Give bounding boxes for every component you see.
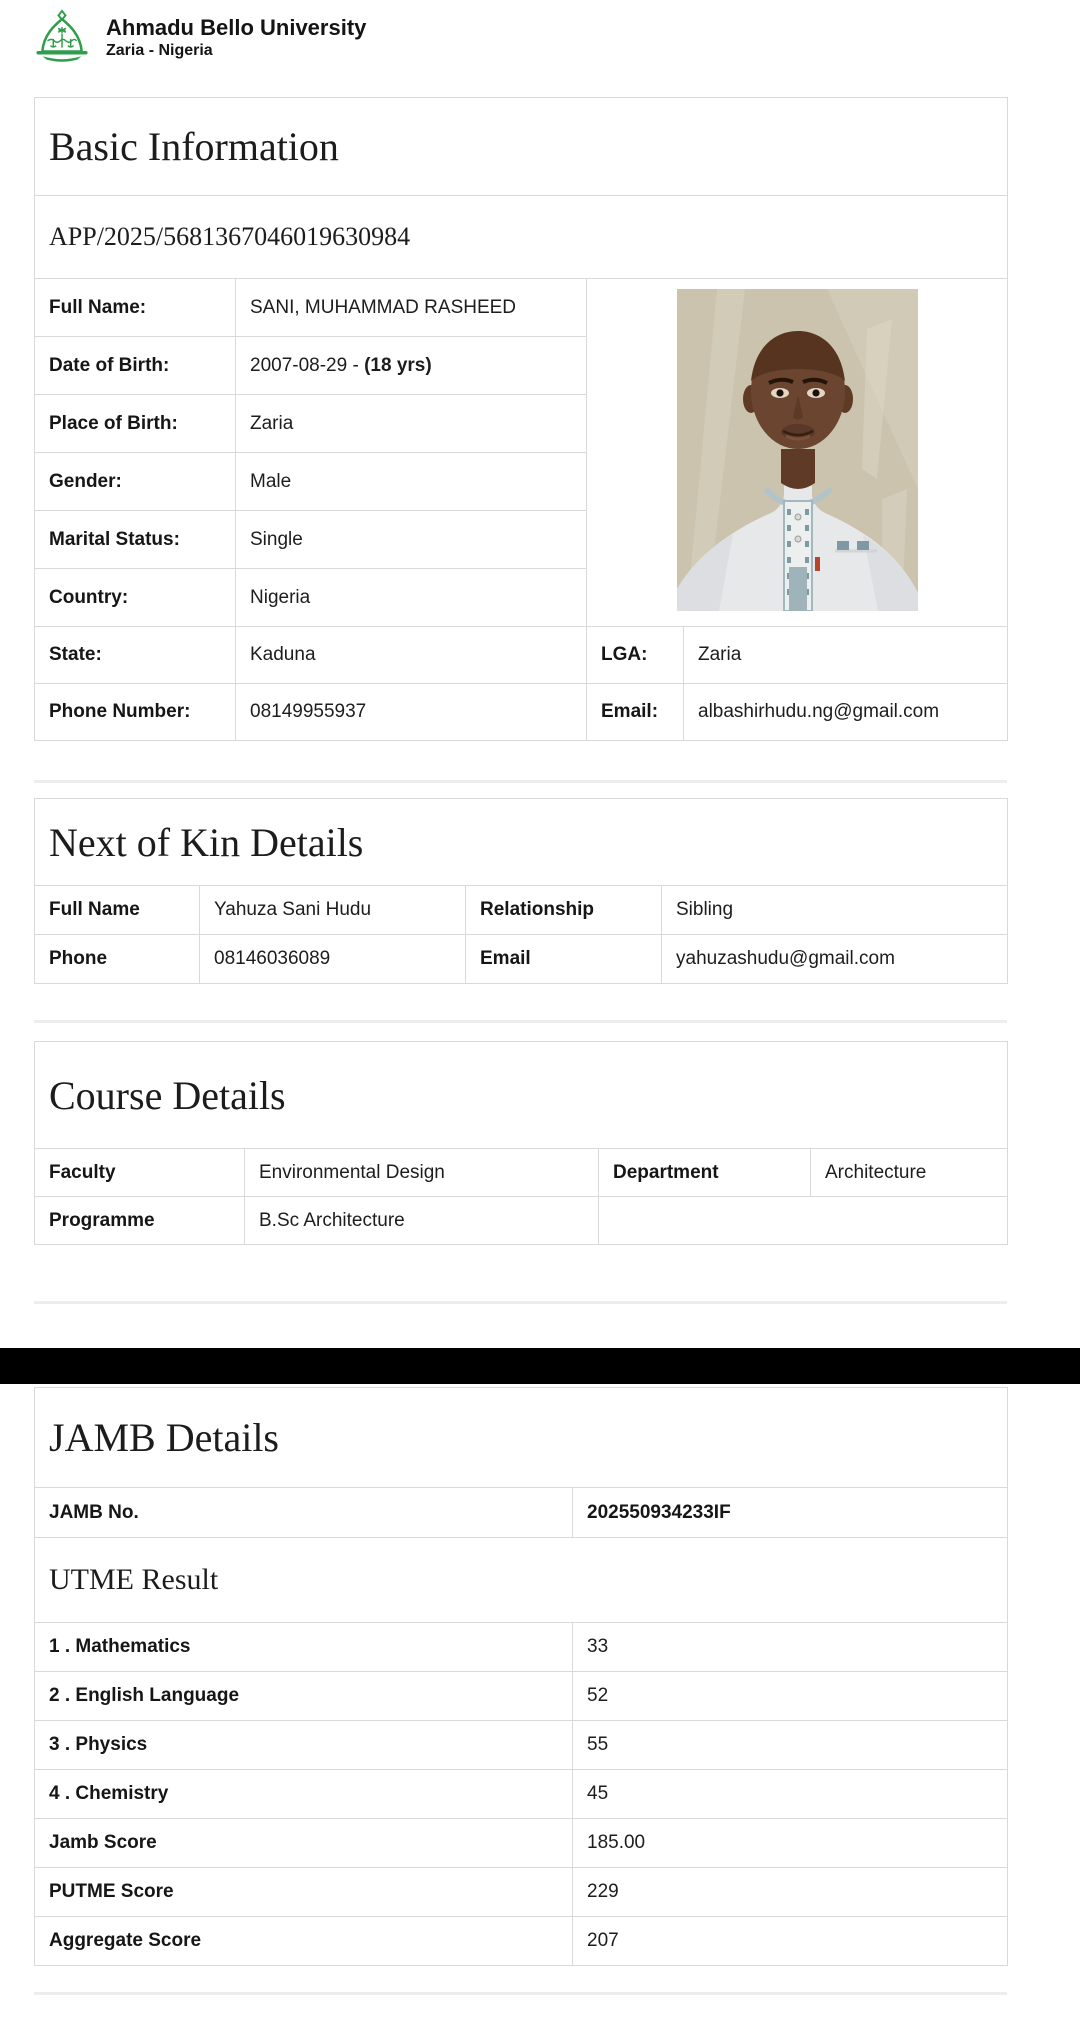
course-details-title: Course Details [35,1042,1008,1149]
programme-label: Programme [35,1197,245,1245]
subject-english-score: 52 [573,1672,1008,1721]
table-row [35,1197,1008,1245]
jamb-score-label: Jamb Score [35,1819,573,1868]
table-row [35,1623,1008,1672]
table-row [35,1488,1008,1538]
table-row [35,935,1008,984]
phone-number-label: Phone Number: [35,684,236,741]
gender-value: Male [236,453,587,511]
jamb-details-title: JAMB Details [35,1388,1008,1488]
table-row [35,279,1008,337]
jamb-details-table [34,1387,1008,1966]
programme-empty-cell [599,1197,1008,1245]
jamb-score-value: 185.00 [573,1819,1008,1868]
lga-value: Zaria [684,627,1008,684]
marital-status-label: Marital Status: [35,511,236,569]
table-row [35,1819,1008,1868]
next-of-kin-section [34,798,1007,984]
phone-number-value: 08149955937 [236,684,587,741]
page-header [0,0,1080,70]
subject-chemistry-label: 4 . Chemistry [35,1770,573,1819]
next-of-kin-title: Next of Kin Details [35,799,1008,886]
nok-full-name-value: Yahuza Sani Hudu [200,886,466,935]
table-row [35,684,1008,741]
faculty-label: Faculty [35,1149,245,1197]
page-break-bar [0,1348,1080,1384]
next-of-kin-table [34,798,1008,984]
gender-label: Gender: [35,453,236,511]
nok-email-label: Email [466,935,662,984]
dob-age: (18 yrs) [364,354,432,376]
section-divider [34,1301,1007,1304]
email-value: albashirhudu.ng@gmail.com [684,684,1008,741]
basic-information-table [34,97,1008,741]
abu-university-logo-icon [34,9,90,65]
nok-relationship-value: Sibling [662,886,1008,935]
subject-mathematics-label: 1 . Mathematics [35,1623,573,1672]
dob-date: 2007-08-29 - [250,354,365,376]
nok-full-name-label: Full Name [35,886,200,935]
table-row [35,627,1008,684]
jamb-details-section [34,1387,1007,1966]
programme-value: B.Sc Architecture [245,1197,599,1245]
nok-phone-label: Phone [35,935,200,984]
putme-score-value: 229 [573,1868,1008,1917]
faculty-value: Environmental Design [245,1149,599,1197]
nok-email-value: yahuzashudu@gmail.com [662,935,1008,984]
bottom-spacer [0,1995,1080,2032]
nok-relationship-label: Relationship [466,886,662,935]
full-name-value: SANI, MUHAMMAD RASHEED [236,279,587,337]
marital-status-value: Single [236,511,587,569]
email-label: Email: [587,684,684,741]
subject-mathematics-score: 33 [573,1623,1008,1672]
country-label: Country: [35,569,236,627]
lga-label: LGA: [587,627,684,684]
department-value: Architecture [811,1149,1008,1197]
course-details-section [34,1041,1007,1245]
table-row [35,1672,1008,1721]
basic-information-title: Basic Information [35,98,1008,196]
section-divider [34,780,1007,783]
table-row [35,1770,1008,1819]
place-of-birth-label: Place of Birth: [35,395,236,453]
subject-physics-label: 3 . Physics [35,1721,573,1770]
state-label: State: [35,627,236,684]
date-of-birth-value [236,337,587,395]
jamb-no-label: JAMB No. [35,1488,573,1538]
applicant-photo [587,279,1008,627]
table-row [35,1149,1008,1197]
basic-information-section [34,97,1007,741]
university-name: Ahmadu Bello University [106,14,367,40]
course-details-table [34,1041,1008,1245]
university-location: Zaria - Nigeria [106,42,213,60]
table-row [35,1868,1008,1917]
subject-physics-score: 55 [573,1721,1008,1770]
jamb-no-value: 202550934233IF [573,1488,1008,1538]
aggregate-score-value: 207 [573,1917,1008,1966]
table-row [35,886,1008,935]
application-number: APP/2025/5681367046019630984 [35,196,1008,279]
table-row [35,1721,1008,1770]
putme-score-label: PUTME Score [35,1868,573,1917]
subject-english-label: 2 . English Language [35,1672,573,1721]
department-label: Department [599,1149,811,1197]
table-row [35,1917,1008,1966]
aggregate-score-label: Aggregate Score [35,1917,573,1966]
utme-result-header: UTME Result [35,1538,1008,1623]
full-name-label: Full Name: [35,279,236,337]
nok-phone-value: 08146036089 [200,935,466,984]
section-divider [34,1020,1007,1023]
subject-chemistry-score: 45 [573,1770,1008,1819]
state-value: Kaduna [236,627,587,684]
country-value: Nigeria [236,569,587,627]
place-of-birth-value: Zaria [236,395,587,453]
date-of-birth-label: Date of Birth: [35,337,236,395]
